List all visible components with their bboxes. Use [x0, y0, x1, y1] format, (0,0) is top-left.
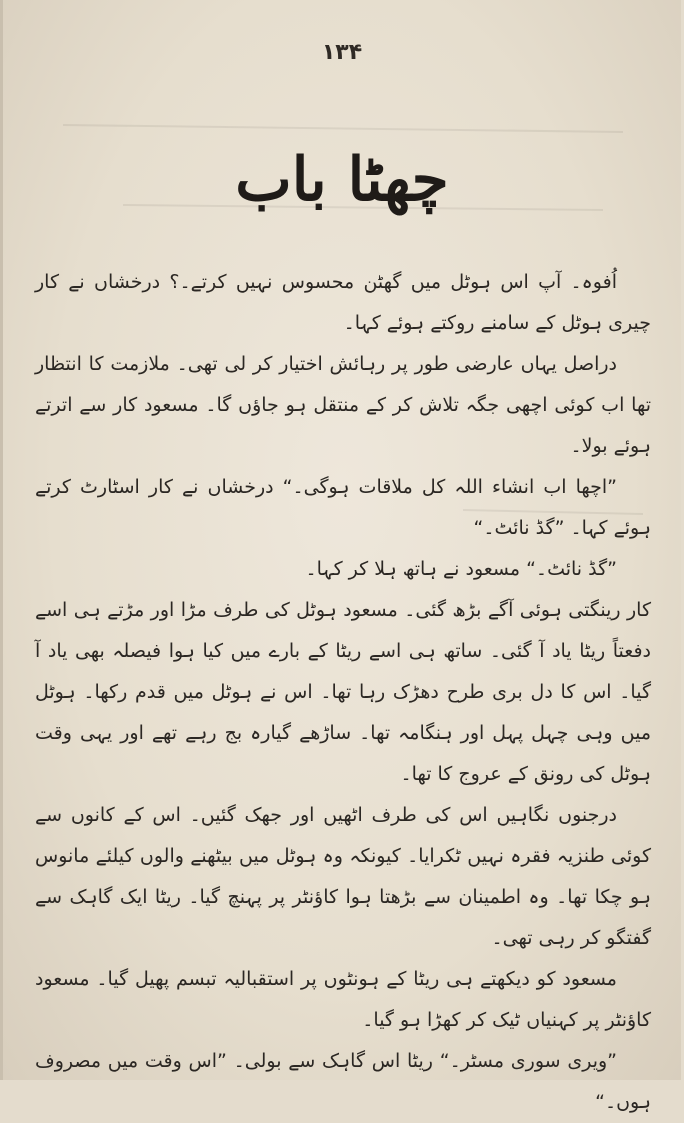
paragraph: کار رینگتی ہوئی آگے بڑھ گئی۔ مسعود ہوٹل کی طرف مڑا اور مڑتے ہی اسے دفعتاً ریٹا یاد آ گئی۔ ساتھ ہی اسے ریٹا کے بارے میں کیا ہوا فیصلہ بھی یاد آ گیا۔ اس کا دل بری طرح دھڑک رہا تھا۔ اس نے ہوٹل میں قدم رکھا۔ ہوٹل میں وہی چہل پہل اور ہنگامہ تھا۔ ساڑھے گیارہ بج رہے تھے اور یہی وقت ہوٹل کی رونق کے عروج کا تھا۔ [35, 599, 651, 785]
paragraph: دراصل یہاں عارضی طور پر رہائش اختیار کر لی تھی۔ ملازمت کا انتظار تھا اب کوئی اچھی جگہ تلاش کر کے منتقل ہو جاؤں گا۔ مسعود کار سے اترتے ہوئے بولا۔ [35, 353, 651, 457]
paragraph: مسعود کو دیکھتے ہی ریٹا کے ہونٹوں پر استقبالیہ تبسم پھیل گیا۔ مسعود کاؤنٹر پر کہنیاں ٹیک کر کھڑا ہو گیا۔ [35, 968, 651, 1031]
chapter-body [35, 262, 651, 1113]
paragraph: درجنوں نگاہیں اس کی طرف اٹھیں اور جھک گئیں۔ اس کے کانوں سے کوئی طنزیہ فقرہ نہیں ٹکرایا۔ کیونکہ وہ ہوٹل میں بیٹھنے والوں کیلئے مانوس ہو چکا تھا۔ وہ اطمینان سے بڑھتا ہوا کاؤنٹر پر پہنچ گیا۔ ریٹا ایک گاہک سے گفتگو کر رہی تھی۔ [35, 804, 651, 949]
paragraph: اُفوہ۔ آپ اس ہوٹل میں گھٹن محسوس نہیں کرتے۔؟ درخشاں نے کار چیری ہوٹل کے سامنے روکتے ہوئے کہا۔ [35, 271, 651, 334]
page-number: ۱۳۴ [321, 40, 363, 65]
paragraph: ”اچھا اب انشاء اللہ کل ملاقات ہوگی۔“ درخشاں نے کار اسٹارٹ کرتے ہوئے کہا۔ ”گڈ نائٹ۔“ [35, 476, 651, 539]
paragraph: ”ویری سوری مسٹر۔“ ریٹا اس گاہک سے بولی۔ ”اس وقت میں مصروف ہوں۔“ [35, 1050, 651, 1113]
chapter-title: چھٹا باب [235, 145, 449, 215]
paragraph: ”گڈ نائٹ۔“ مسعود نے ہاتھ ہلا کر کہا۔ [305, 558, 617, 580]
